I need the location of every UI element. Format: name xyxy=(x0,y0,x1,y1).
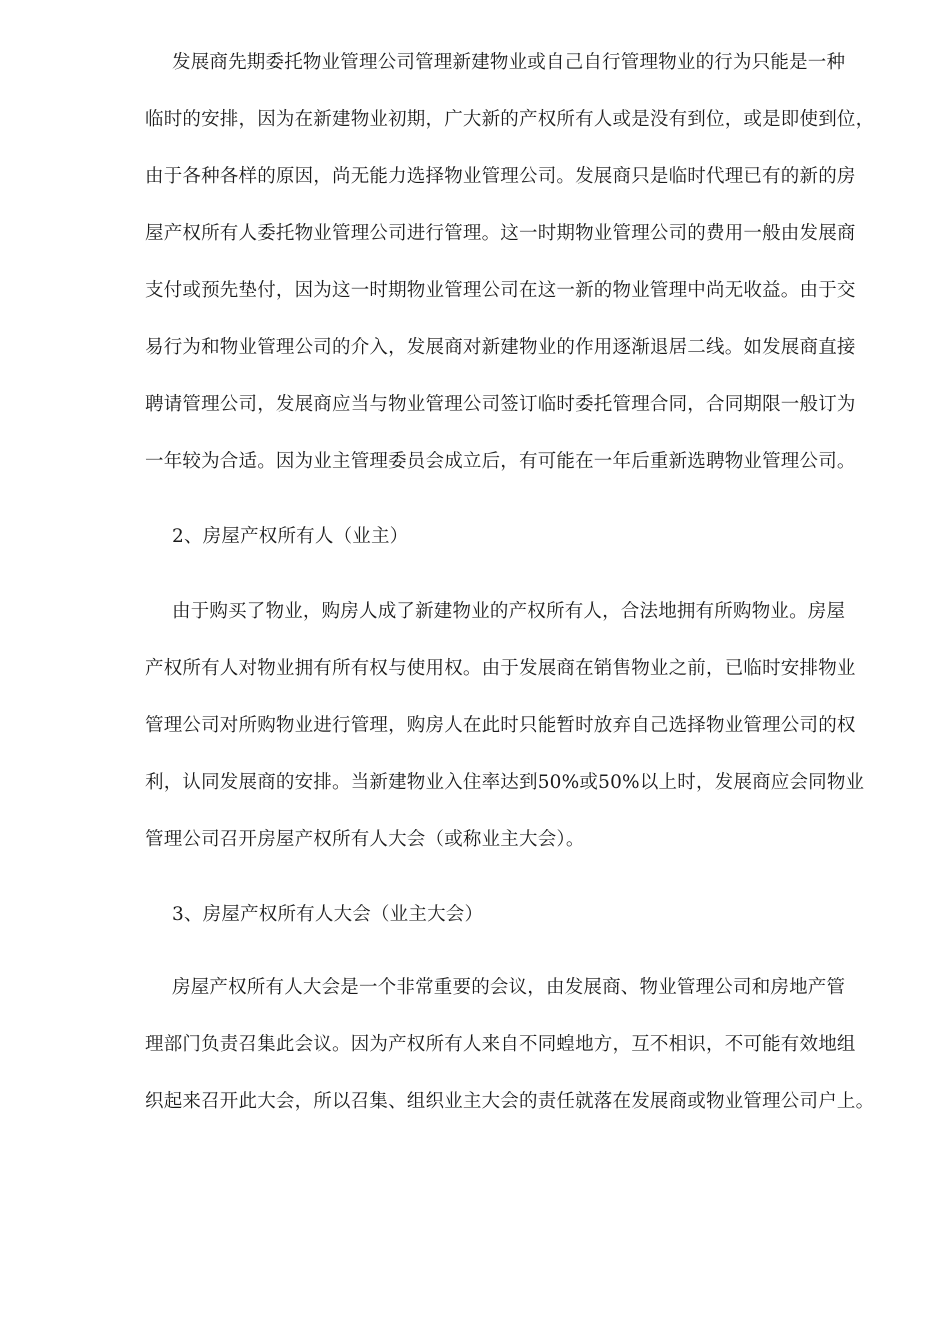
paragraph-2-line-3: 管理公司对所购物业进行管理，购房人在此时只能暂时放弃自己选择物业管理公司的权 xyxy=(145,715,856,736)
paragraph-3-line-2: 理部门负责召集此会议。因为产权所有人来自不同蝗地方，互不相识，不可能有效地组 xyxy=(145,1034,856,1055)
paragraph-1-line-3: 由于各种各样的原因，尚无能力选择物业管理公司。发展商只是临时代理已有的新的房 xyxy=(145,166,856,187)
paragraph-1-line-8: 一年较为合适。因为业主管理委员会成立后，有可能在一年后重新选聘物业管理公司。 xyxy=(145,451,856,472)
paragraph-1-line-4: 屋产权所有人委托物业管理公司进行管理。这一时期物业管理公司的费用一般由发展商 xyxy=(145,223,856,244)
paragraph-1-line-7: 聘请管理公司，发展商应当与物业管理公司签订临时委托管理合同，合同期限一般订为 xyxy=(145,394,856,415)
paragraph-2-line-2: 产权所有人对物业拥有所有权与使用权。由于发展商在销售物业之前，已临时安排物业 xyxy=(145,658,856,679)
paragraph-1-line-6: 易行为和物业管理公司的介入，发展商对新建物业的作用逐渐退居二线。如发展商直接 xyxy=(145,337,856,358)
section-heading-3: 3、房屋产权所有人大会（业主大会） xyxy=(172,904,484,925)
paragraph-3-line-3: 织起来召开此大会，所以召集、组织业主大会的责任就落在发展商或物业管理公司户上。 xyxy=(145,1091,875,1112)
paragraph-1-line-1: 发展商先期委托物业管理公司管理新建物业或自己自行管理物业的行为只能是一种 xyxy=(172,52,846,73)
paragraph-1-line-5: 支付或预先垫付，因为这一时期物业管理公司在这一新的物业管理中尚无收益。由于交 xyxy=(145,280,856,301)
paragraph-2-line-4: 利，认同发展商的安排。当新建物业入住率达到50%或50%以上时，发展商应会同物业 xyxy=(145,772,865,793)
paragraph-2-line-5: 管理公司召开房屋产权所有人大会（或称业主大会）。 xyxy=(145,829,585,850)
section-heading-2: 2、房屋产权所有人（业主） xyxy=(172,526,409,547)
paragraph-2-line-1: 由于购买了物业，购房人成了新建物业的产权所有人，合法地拥有所购物业。房屋 xyxy=(172,601,846,622)
paragraph-3-line-1: 房屋产权所有人大会是一个非常重要的会议，由发展商、物业管理公司和房地产管 xyxy=(172,977,846,998)
paragraph-1-line-2: 临时的安排，因为在新建物业初期，广大新的产权所有人或是没有到位，或是即使到位， xyxy=(145,109,875,130)
